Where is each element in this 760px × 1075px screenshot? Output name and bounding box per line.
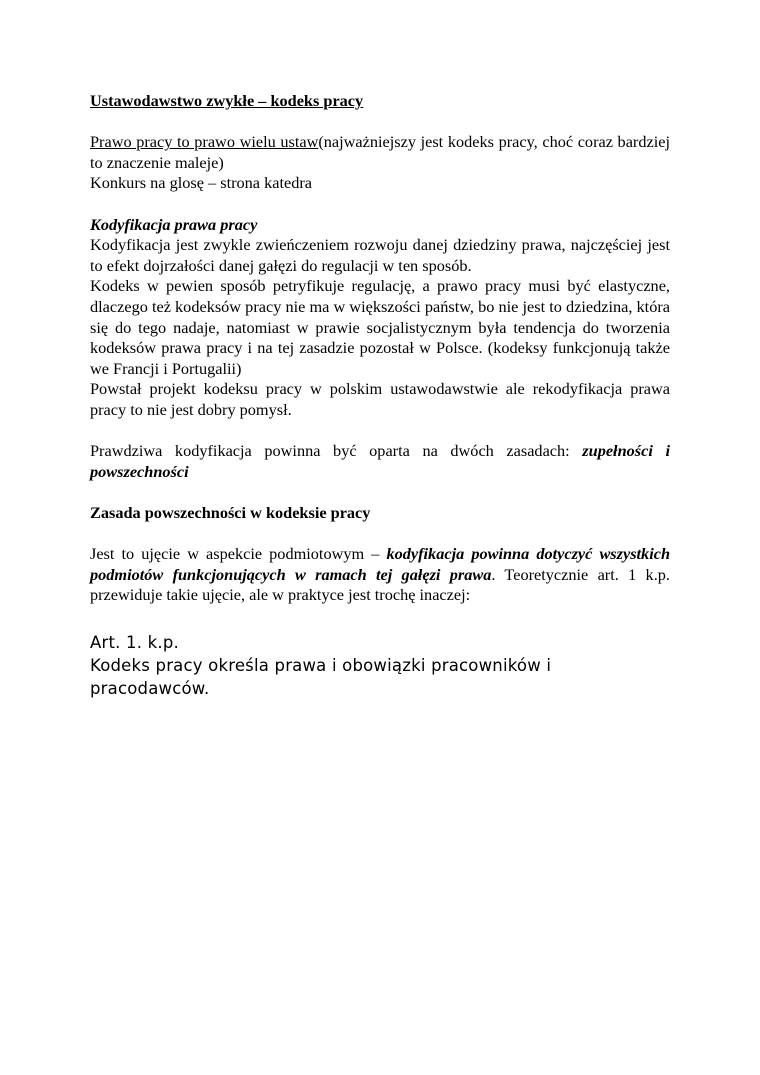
section2-heading: Zasada powszechności w kodeksie pracy [90,502,371,522]
section1-p4-emphasis: zupełności i powszechności [90,441,670,481]
article-text: Kodeks pracy określa prawa i obowiązki pracowników i pracodawców. [90,655,552,698]
section1-paragraph-1: Kodyfikacja jest zwykle zwieńczeniem rozwoju danej dziedziny prawa, najczęściej jest to efekt dojrzałości danej gałęzi do regulacji w ten sposób. [90,235,670,275]
intro-rest-text: (najważniejszy jest kodeks pracy, choć coraz bardziej to znaczenie maleje) [90,132,670,172]
intro-underlined-text: Prawo pracy to prawo wielu ustaw [90,132,319,152]
section2-p1-rest: . Teoretycznie art. 1 k.p. przewiduje takie ujęcie, ale w praktyce jest trochę inaczej: [90,564,670,605]
article-title: Art. 1. k.p. [90,632,179,652]
section1-p4-text: Prawdziwa kodyfikacja powinna być oparta na dwóch zasadach: [90,441,583,461]
section1-paragraph-4 [90,441,670,482]
document-title: Ustawodawstwo zwykłe – kodeks pracy [90,91,364,110]
intro-line2: Konkurs na glosę – strona katedra [90,173,312,193]
intro-paragraph [90,132,670,173]
section2-paragraph-1 [90,544,670,606]
section2-p1-text: Jest to ujęcie w aspekcie podmiotowym – [90,544,387,564]
section1-paragraph-2: Kodeks w pewien sposób petryfikuje regulację, a prawo pracy musi być elastyczne, dlaczego też kodeksów pracy nie ma w większości państw, bo nie jest to dziedzina, która się do tego nadaje, natomiast w prawie socjalistycznym była tendencja do tworzenia kodeksów prawa pracy i na tej zasadzie pozostał w Polsce. (kodeksy funkcjonują także we Francji i Portugalii) [90,276,670,378]
section1-heading: Kodyfikacja prawa pracy [90,214,258,234]
section1-paragraph-3: Powstał projekt kodeksu pracy w polskim ustawodawstwie ale rekodyfikacja prawa pracy to nie jest dobry pomysł. [90,379,670,419]
section2-p1-emphasis: kodyfikacja powinna dotyczyć wszystkich podmiotów funkcjonujących w ramach tej gałęzi prawa [90,544,671,584]
document-page [90,91,670,700]
